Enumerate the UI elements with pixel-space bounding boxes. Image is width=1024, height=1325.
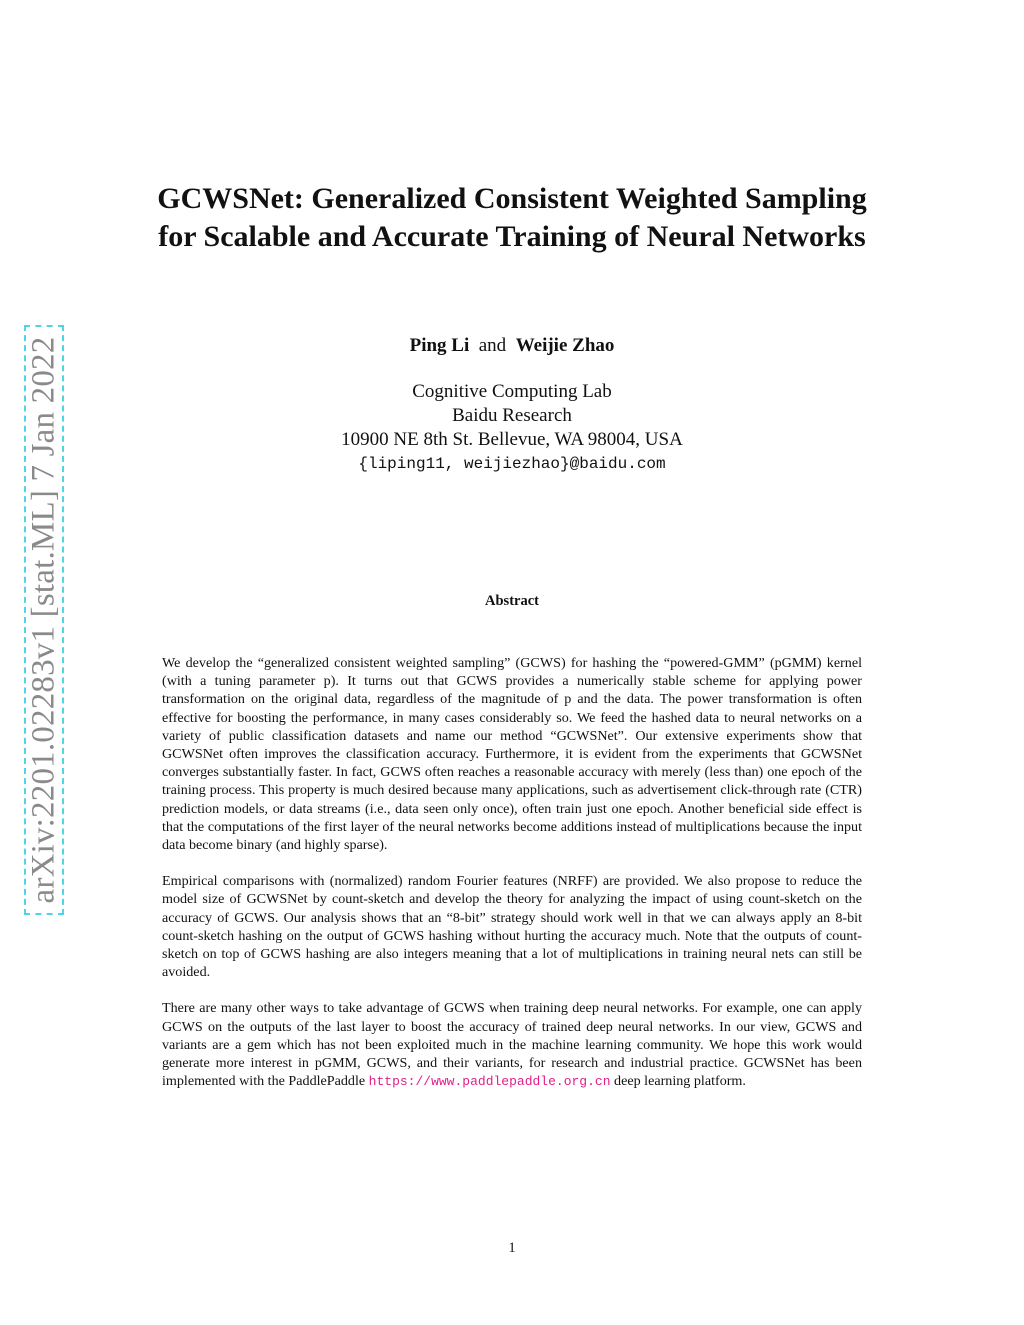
abstract-body <box>162 654 862 1109</box>
affiliation-org: Baidu Research <box>452 405 572 426</box>
abstract-paragraph <box>162 999 862 1091</box>
abstract-paragraph: Empirical comparisons with (normalized) random Fourier features (NRFF) are provided. We also propose to reduce the model size of GCWSNet by count-sketch and develop the theory for analyzing the impact of using count-sketch on the accuracy of GCWS. Our analysis shows that an “8-bit” strategy should work well in that we can always apply an 8-bit count-sketch hashing on the output of GCWS hashing without hurting the accuracy much. Note that the outputs of count-sketch on top of GCWS hashing are also integers meaning that a lot of multiplications in training neural nets can still be avoided. <box>162 873 862 981</box>
affiliation-address: 10900 NE 8th St. Bellevue, WA 98004, USA <box>341 429 683 450</box>
abstract-text: There are many other ways to take advantage of GCWS when training deep neural networks. For example, one can apply GCWS on the outputs of the last layer to boost the accuracy of trained deep neural networks. In our view, GCWS and variants are a gem which has not been exploited much in the machine learning community. We hope this work would generate more interest in pGMM, GCWS, and their variants, for research and industrial practice. GCWSNet has been implemented with the PaddlePaddle <box>162 1000 862 1090</box>
title-line-1: GCWSNet: Generalized Consistent Weighted Sampling <box>157 182 867 215</box>
title-line-2: for Scalable and Accurate Training of Neural Networks <box>158 220 866 253</box>
author-connector: and <box>478 335 507 356</box>
author-name: Ping Li <box>409 335 470 356</box>
affiliation <box>0 380 1024 476</box>
affiliation-lab: Cognitive Computing Lab <box>412 381 612 402</box>
affiliation-email[interactable]: {liping11, weijiezhao}@baidu.com <box>358 455 666 473</box>
author-name: Weijie Zhao <box>515 335 615 356</box>
page-number: 1 <box>508 1240 516 1256</box>
authors <box>0 335 1024 357</box>
paper-title <box>100 180 924 256</box>
abstract-paragraph: We develop the “generalized consistent weighted sampling” (GCWS) for hashing the “powered-GMM” (pGMM) kernel (with a tuning parameter p). It turns out that GCWS provides a numerically stable scheme for applying power transformation on the original data, regardless of the magnitude of p and the data. The power transformation is often effective for boosting the performance, in many cases considerably so. We feed the hashed data to neural networks on a variety of public classification datasets and name our method “GCWSNet”. Our extensive experiments show that GCWSNet often improves the classification accuracy. Furthermore, it is evident from the experiments that GCWSNet converges substantially faster. In fact, GCWS often reaches a reasonable accuracy with merely (less than) one epoch of the training process. This property is much desired because many applications, such as advertisement click-through rate (CTR) prediction models, or data streams (i.e., data seen only once), often train just one epoch. Another beneficial side effect is that the computations of the first layer of the neural networks become additions instead of multiplications because the input data become binary (and highly sparse). <box>162 655 862 854</box>
abstract-heading: Abstract <box>485 593 539 609</box>
abstract-text: deep learning platform. <box>610 1073 746 1090</box>
paddlepaddle-link[interactable]: https://www.paddlepaddle.org.cn <box>368 1074 611 1090</box>
arxiv-stamp-text: arXiv:2201.02283v1 [stat.ML] 7 Jan 2022 <box>25 336 62 904</box>
